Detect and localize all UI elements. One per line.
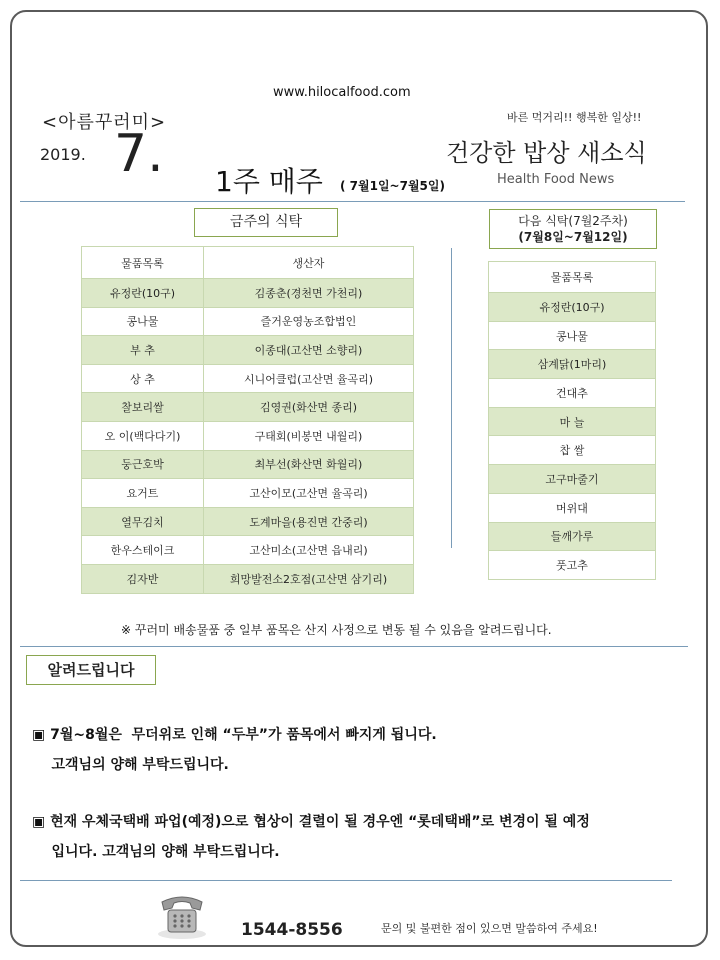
next-item-cell: 고구마줄기 [489,465,656,494]
newsletter-title: 건강한 밥상 새소식 [446,139,647,167]
table-row [82,421,414,450]
issue-week-range: ( 7월1일~7월5일) [340,179,445,193]
next-item-cell: 머위대 [489,493,656,522]
table-row [82,479,414,508]
telephone-icon [156,892,208,940]
producer-cell: 최부선(화산면 화월리) [204,450,414,479]
phone-number[interactable]: 1544-8556 [241,920,343,940]
item-cell: 상 추 [82,364,204,393]
table-row [489,436,656,465]
notice-divider [20,646,688,647]
column-header-items: 물품목록 [82,247,204,279]
next-week-table [488,261,656,580]
producer-cell: 김종춘(경천면 가천리) [204,279,414,308]
table-row [82,393,414,422]
next-week-title: 다음 식탁(7월2주차) [518,214,628,228]
table-row [489,350,656,379]
producer-cell: 구태회(비봉면 내월리) [204,421,414,450]
producer-cell: 김영권(화산면 종리) [204,393,414,422]
table-row [82,564,414,593]
producer-cell: 도계마을(용진면 간중리) [204,507,414,536]
producer-cell: 고산미소(고산면 읍내리) [204,536,414,565]
footer-divider [20,880,672,881]
next-item-cell: 건대추 [489,379,656,408]
table-row [82,279,414,308]
header-divider [20,201,685,202]
announcement-title: 알려드립니다 [26,655,156,685]
announcement-text-tofu: ▣ 7월~8월은 무더위로 인해 “두부”가 품목에서 빠지게 됩니다. 고객님의 양해 부탁드립니다. [32,727,437,773]
next-week-label [489,209,657,249]
next-item-cell: 콩나물 [489,321,656,350]
this-week-table [81,246,414,594]
table-row [489,321,656,350]
table-row [489,379,656,408]
producer-cell: 시니어클럽(고산면 율곡리) [204,364,414,393]
column-header-producer: 생산자 [204,247,414,279]
newsletter-subtitle: Health Food News [497,172,615,187]
website-url[interactable]: www.hilocalfood.com [273,85,411,100]
producer-cell: 즐거운영농조합법인 [204,307,414,336]
column-header-next-items: 물품목록 [489,262,656,293]
item-cell: 김자반 [82,564,204,593]
table-row [489,522,656,551]
announcement-text-delivery: ▣ 현재 우체국택배 파업(예정)으로 협상이 결렬이 될 경우엔 “롯데택배”로 변경이 될 예정 입니다. 고객님의 양해 부탁드립니다. [32,814,590,860]
item-cell: 열무김치 [82,507,204,536]
substitution-notice: ※ 꾸러미 배송물품 중 일부 품목은 산지 사정으로 변동 될 수 있음을 알려드립니다. [121,623,552,637]
table-row [82,536,414,565]
table-row [82,450,414,479]
table-row [489,407,656,436]
table-row [82,336,414,365]
next-item-cell: 들깨가루 [489,522,656,551]
item-cell: 부 추 [82,336,204,365]
announcement-item [32,720,692,780]
table-row [489,465,656,494]
table-row [489,493,656,522]
this-week-label: 금주의 식탁 [194,208,338,237]
next-week-range: (7월8일~7월12일) [518,230,628,244]
table-row [82,507,414,536]
producer-cell: 이종대(고산면 소향리) [204,336,414,365]
producer-cell: 고산이모(고산면 율곡리) [204,479,414,508]
next-item-cell: 풋고추 [489,551,656,580]
table-row [82,307,414,336]
table-row [489,293,656,322]
table-row [82,364,414,393]
next-item-cell: 마 늘 [489,407,656,436]
contact-text: 문의 및 불편한 점이 있으면 말씀하여 주세요! [381,922,598,935]
item-cell: 둥근호박 [82,450,204,479]
issue-week: 1주 매주 [215,165,323,198]
tagline: 바른 먹거리!! 행복한 일상!! [507,111,642,124]
column-divider [451,248,452,548]
next-item-cell: 찹 쌀 [489,436,656,465]
brand-name: <아름꾸러미> [42,112,167,133]
item-cell: 찰보리쌀 [82,393,204,422]
next-item-cell: 삼계닭(1마리) [489,350,656,379]
item-cell: 오 이(백다다기) [82,421,204,450]
issue-year: 2019. [40,145,86,164]
item-cell: 요거트 [82,479,204,508]
item-cell: 한우스테이크 [82,536,204,565]
producer-cell: 희망발전소2호점(고산면 삼기리) [204,564,414,593]
item-cell: 유정란(10구) [82,279,204,308]
item-cell: 콩나물 [82,307,204,336]
next-item-cell: 유정란(10구) [489,293,656,322]
issue-month: 7. [114,124,164,184]
announcement-item [32,807,702,867]
table-row [489,551,656,580]
